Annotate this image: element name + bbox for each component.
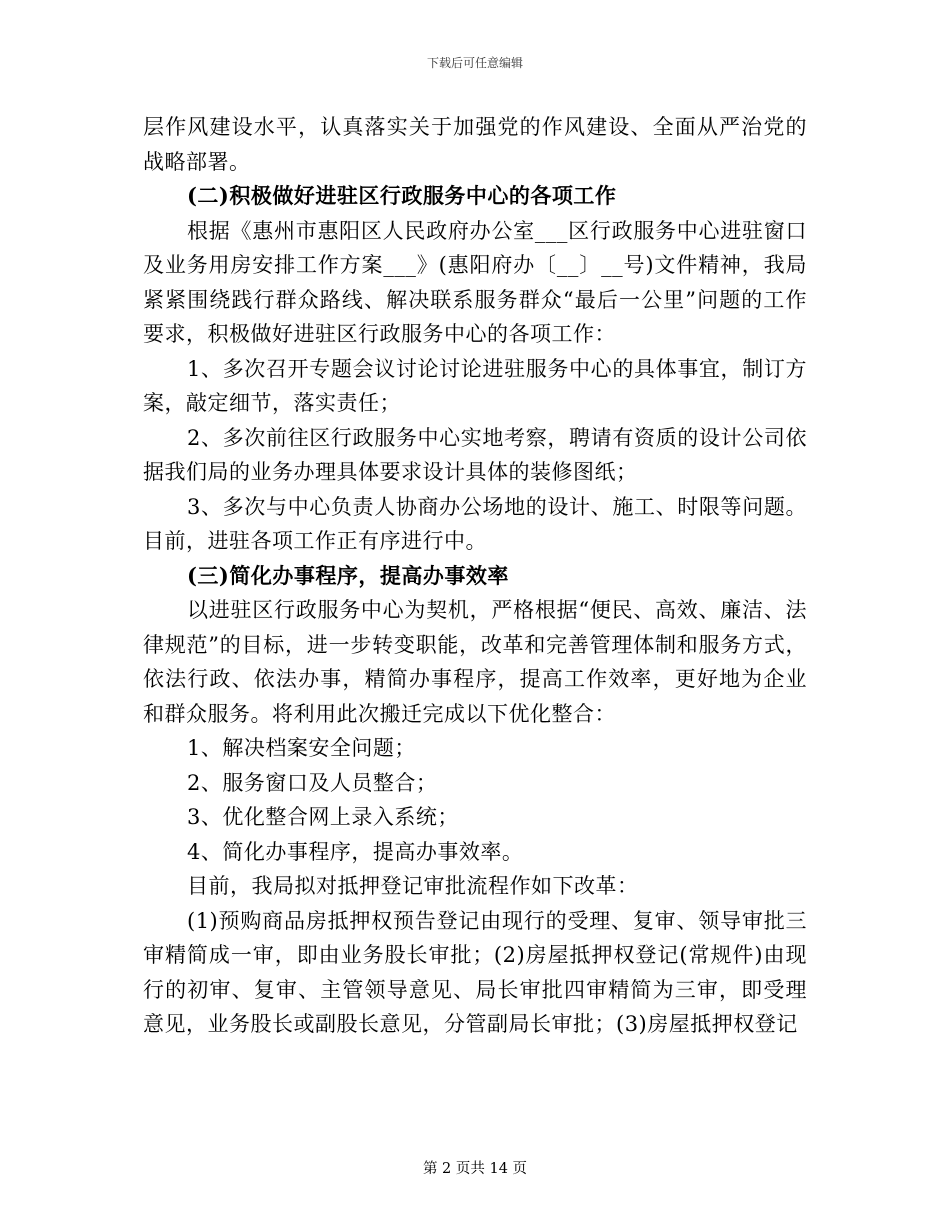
page-header: 下载后可任意编辑 — [426, 56, 523, 70]
section-heading-3: (三)简化办事程序，提高办事效率 — [187, 562, 509, 588]
list-item: 2、服务窗口及人员整合； — [187, 770, 438, 795]
list-item: 3、优化整合网上录入系统； — [187, 805, 459, 829]
paragraph: (1)预购商品房抵押权预告登记由现行的受理、复审、领导审批三审精简成一审，即由业务股长审批；(2)房屋抵押权登记(常规件)由现行的初审、复审、主管领导意见、局长审批四审精简为三审，即受理意见，业务股长或副股长意见，分管副局长审批；(3)房屋抵押权登记 — [143, 908, 807, 1036]
page-footer: 第 2 页共 14 页 — [422, 1161, 528, 1177]
list-item: 1、多次召开专题会议讨论讨论进驻服务中心的具体事宜，制订方案，敲定细节，落实责任； — [143, 356, 807, 415]
list-item: 3、多次与中心负责人协商办公场地的设计、施工、时限等问题。目前，进驻各项工作正有序进行中。 — [143, 494, 807, 553]
section-heading-2: (二)积极做好进驻区行政服务中心的各项工作 — [187, 183, 617, 208]
paragraph: 根据《惠州市惠阳区人民政府办公室___区行政服务中心进驻窗口及业务用房安排工作方案___》(惠阳府办〔__〕__号)文件精神，我局紧紧围绕践行群众路线、解决联系服务群众“最后一公里”问题的工作要求，积极做好进驻区行政服务中心的各项工作： — [143, 218, 807, 346]
list-item: 4、简化办事程序，提高办事效率。 — [187, 839, 524, 864]
list-item: 2、多次前往区行政服务中心实地考察，聘请有资质的设计公司依据我们局的业务办理具体要求设计具体的装修图纸； — [143, 425, 807, 484]
paragraph-continued: 层作风建设水平，认真落实关于加强党的作风建设、全面从严治党的战略部署。 — [143, 115, 807, 174]
document-body — [143, 110, 807, 1042]
list-item: 1、解决档案安全问题； — [187, 736, 416, 760]
paragraph: 以进驻区行政服务中心为契机，严格根据“便民、高效、廉洁、法律规范”的目标，进一步转变职能，改革和完善管理体制和服务方式，依法行政、依法办事，精简办事程序，提高工作效率，更好地为企业和群众服务。将利用此次搬迁完成以下优化整合： — [143, 598, 807, 726]
paragraph: 目前，我局拟对抵押登记审批流程作如下改革： — [187, 874, 639, 898]
